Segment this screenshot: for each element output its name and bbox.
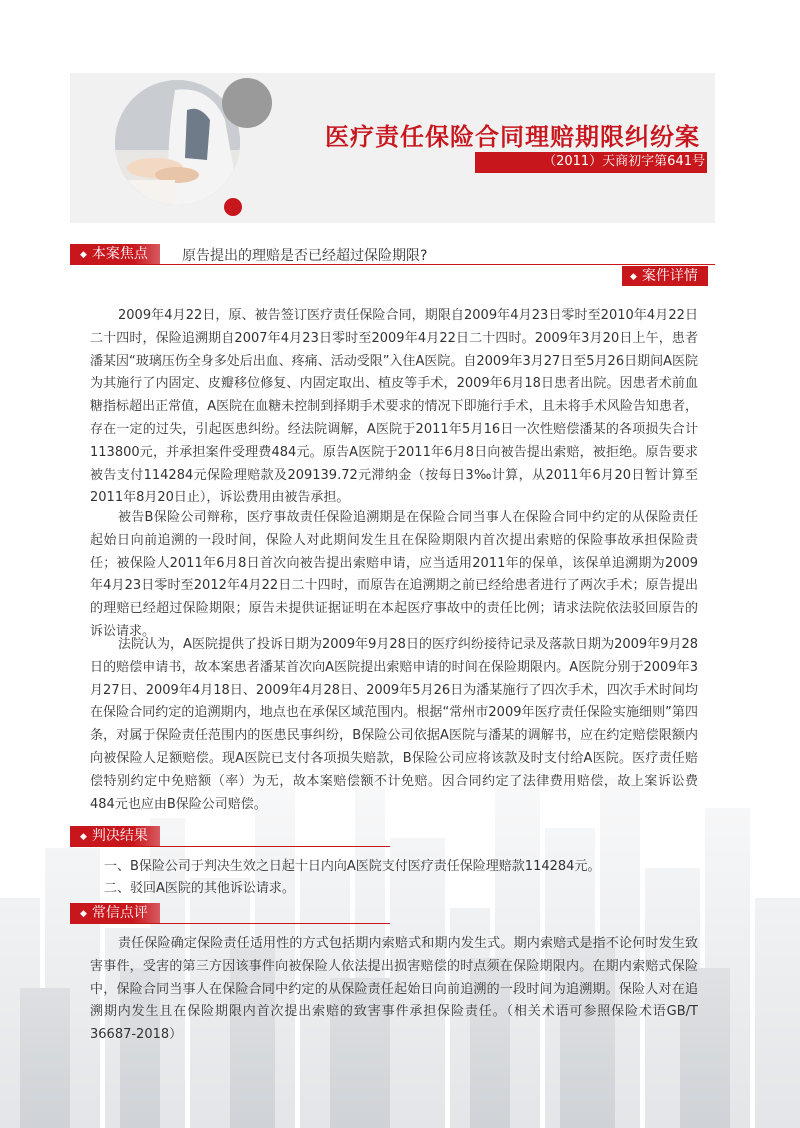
judgment-item-2: 二、驳回A医院的其他诉讼请求。 — [104, 881, 295, 896]
diamond-icon: ◆ — [80, 832, 87, 842]
details-paragraph-2: 被告B保险公司辩称，医疗事故责任保险追溯期是在保险合同当事人在保险合同中约定的从保险责任起始日向前追溯的一段时间，保险人对此期间发生且在保险期限内首次提出索赔的保险事故承担保险责任；被保险人2011年6月8日首次向被告提出索赔申请，应当适用2011年的保单，该保单追溯期为2009年4月23日零时至2012年4月22日二十四时，而原告在追溯期之前已经给患者进行了两次手术；原告提出的理赔已经超过保险期限；原告未提供证据证明在本起医疗事故中的责任比例；请求法院依法驳回原告的诉讼请求。 — [90, 510, 698, 639]
diamond-icon: ◆ — [80, 250, 87, 260]
page-title: 医疗责任保险合同理赔期限纠纷案 — [325, 123, 700, 151]
focus-label: 本案焦点 — [91, 246, 148, 262]
decorative-grey-circle — [222, 78, 272, 128]
commentary-paragraph: 责任保险确定保险责任适用性的方式包括期内索赔式和期内发生式。期内索赔式是指不论何时发生致害事件，受害的第三方因该事件向被保险人依法提出损害赔偿的时点须在保险期限内。在期内索赔式保险中，保险合同当事人在保险合同中约定的从保险责任起始日向前追溯的一段时间为追溯期。保险人对在追溯期内发生且在保险期限内首次提出索赔的致害事件承担保险责任。（相关术语可参照保险术语GB/T 36687-2018） — [90, 936, 698, 1043]
commentary-section-tag — [70, 903, 160, 923]
commentary-divider — [70, 923, 390, 924]
judgment-divider — [70, 846, 390, 847]
details-paragraph-1: 2009年4月22日，原、被告签订医疗责任保险合同，期限自2009年4月23日零时至2010年4月22日二十四时，保险追溯期自2007年4月23日零时至2009年4月22日二十四时。2009年3月20日上午，患者潘某因“玻璃压伤全身多处后出血、疼痛、活动受限”入住A医院。自2009年3月27日至5月26日期间A医院为其施行了内固定、皮瓣移位修复、内固定取出、植皮等手术，2009年6月18日患者出院。因患者术前血糖指标超出正常值，A医院在血糖未控制到择期手术要求的情况下即施行手术，且未将手术风险告知患者，存在一定的过失，引起医患纠纷。经法院调解，A医院于2011年5月16日一次性赔偿潘某的各项损失合计113800元，并承担案件受理费484元。原告A医院于2011年6月8日向被告提出索赔，被拒绝。原告要求被告支付114284元保险理赔款及209139.72元滞纳金（按每日3‰计算，从2011年6月20日暂计算至2011年8月20日止），诉讼费用由被告承担。 — [90, 308, 698, 506]
case-number: （2011）天商初字第641号 — [543, 154, 705, 169]
details-section-tag — [622, 266, 708, 286]
judgment-item-1: 一、B保险公司于判决生效之日起十日内向A医院支付医疗责任保险理赔款114284元。 — [104, 859, 601, 874]
commentary-label: 常信点评 — [91, 905, 148, 921]
focus-question: 原告提出的理赔是否已经超过保险期限? — [182, 248, 428, 264]
details-paragraph-3: 法院认为，A医院提供了投诉日期为2009年9月28日的医疗纠纷接待记录及落款日期为2009年9月28日的赔偿申请书，故本案患者潘某首次向A医院提出索赔申请的时间在保险期限内。A医院分别于2009年3月27日、2009年4月18日、2009年4月28日、2009年5月26日为潘某施行了四次手术，四次手术时间均在保险合同约定的追溯期内，地点也在承保区域范围内。根据“常州市2009年医疗责任保险实施细则”第四条，对属于保险责任范围内的医患民事纠纷，B保险公司依据A医院与潘某的调解书，应在约定赔偿限额内向被保险人足额赔偿。现A医院已支付各项损失赔款，B保险公司应将该款及时支付给A医院。医疗责任赔偿特别约定中免赔额（率）为无，故本案赔偿额不计免赔。因合同约定了法律费用赔偿，故上案诉讼费484元也应由B保险公司赔偿。 — [90, 637, 699, 812]
decorative-red-dot — [224, 198, 242, 216]
focus-section-tag — [70, 244, 160, 264]
details-label: 案件详情 — [641, 268, 698, 284]
diamond-icon: ◆ — [80, 909, 87, 919]
judgment-section-tag — [70, 826, 160, 846]
diamond-icon: ◆ — [630, 272, 637, 282]
judgment-label: 判决结果 — [91, 828, 148, 844]
